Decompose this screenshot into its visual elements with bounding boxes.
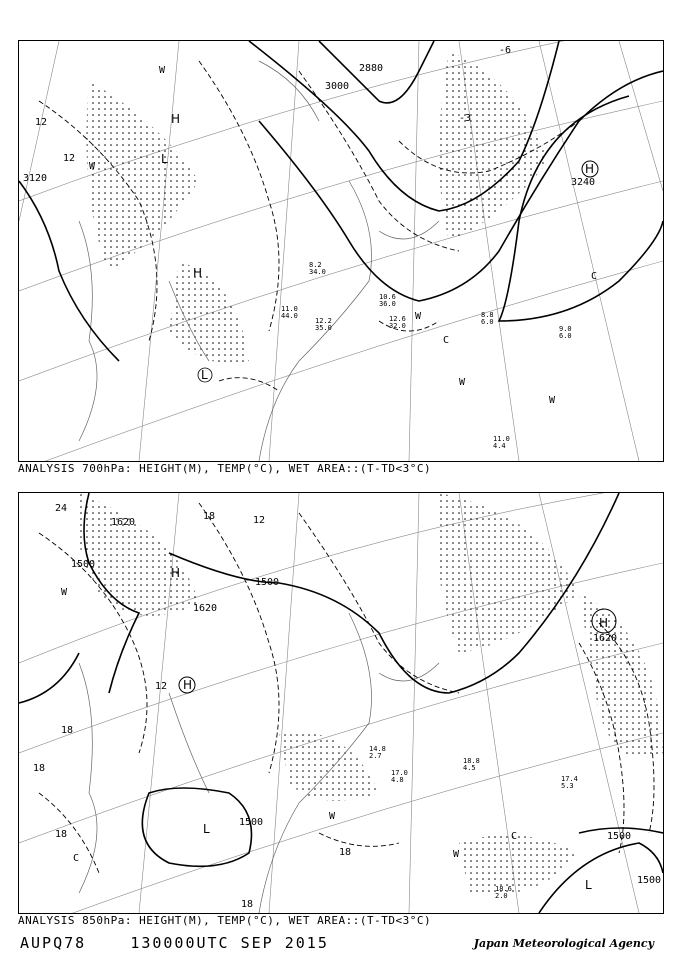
high-center-west: H bbox=[171, 566, 181, 580]
station-temp: 9.0 bbox=[559, 325, 572, 333]
high-center-central: H bbox=[183, 678, 193, 692]
station-dewpoint: 35.0 bbox=[315, 324, 332, 332]
station-plot bbox=[391, 769, 408, 784]
warm-marker: W bbox=[453, 849, 460, 860]
warm-marker: W bbox=[549, 395, 556, 406]
station-plot bbox=[315, 317, 332, 332]
wind-markers bbox=[61, 587, 517, 864]
station-plot bbox=[369, 745, 386, 760]
station-plot bbox=[495, 885, 512, 900]
station-temp: 10.6 bbox=[379, 293, 396, 301]
temp-label: 12 bbox=[63, 153, 76, 164]
map-850hpa bbox=[19, 493, 663, 913]
station-dewpoint: 5.3 bbox=[561, 782, 574, 790]
station-plot bbox=[281, 305, 298, 320]
station-temp: 17.4 bbox=[561, 775, 578, 783]
warm-marker: W bbox=[329, 811, 336, 822]
station-dewpoint: 44.0 bbox=[281, 312, 298, 320]
height-label: 3120 bbox=[23, 173, 48, 184]
cold-marker: C bbox=[591, 271, 598, 282]
station-plot bbox=[379, 293, 396, 308]
station-plot bbox=[309, 261, 326, 276]
station-temp: 8.8 bbox=[481, 311, 494, 319]
station-dewpoint: 4.5 bbox=[463, 764, 476, 772]
low-center-southeast: L bbox=[585, 878, 592, 892]
warm-marker: W bbox=[159, 65, 166, 76]
station-values bbox=[281, 261, 572, 450]
station-plot bbox=[389, 315, 406, 330]
low-center-north: L bbox=[161, 152, 168, 166]
map-700hpa bbox=[19, 41, 663, 461]
temp-label: 18 bbox=[33, 763, 46, 774]
valid-time: 130000UTC SEP 2015 bbox=[130, 934, 329, 952]
height-label: 1620 bbox=[111, 517, 136, 528]
map-panel-700hpa bbox=[18, 40, 664, 462]
warm-marker: W bbox=[415, 311, 422, 322]
height-label: 1500 bbox=[607, 831, 632, 842]
chart-identifier bbox=[20, 934, 329, 952]
product-id: AUPQ78 bbox=[20, 934, 87, 952]
low-center-south: L bbox=[203, 822, 210, 836]
height-label: 2880 bbox=[359, 63, 384, 74]
station-temp: 12.2 bbox=[315, 317, 332, 325]
low-center-south: L bbox=[201, 368, 208, 382]
station-temp: 14.8 bbox=[369, 745, 386, 753]
station-dewpoint: 6.0 bbox=[481, 318, 494, 326]
station-dewpoint: 4.8 bbox=[391, 776, 404, 784]
high-center-north: H bbox=[171, 112, 181, 126]
temp-label: 24 bbox=[55, 503, 68, 514]
height-label: 1620 bbox=[193, 603, 218, 614]
temp-label: 18 bbox=[61, 725, 74, 736]
station-temp: 12.6 bbox=[389, 315, 406, 323]
height-label: 3240 bbox=[571, 177, 596, 188]
station-dewpoint: 34.0 bbox=[309, 268, 326, 276]
station-dewpoint: 6.0 bbox=[559, 332, 572, 340]
warm-marker: W bbox=[89, 161, 96, 172]
high-center-east: H bbox=[599, 616, 609, 630]
height-label: 1500 bbox=[637, 875, 662, 886]
cold-marker: C bbox=[511, 831, 518, 842]
caption-700hpa: ANALYSIS 700hPa: HEIGHT(M), TEMP(°C), WET AREA::(T-TD<3°C) bbox=[18, 462, 432, 475]
temp-label: 18 bbox=[55, 829, 68, 840]
cold-marker: C bbox=[73, 853, 80, 864]
station-temp: 8.2 bbox=[309, 261, 322, 269]
station-temp: 17.0 bbox=[391, 769, 408, 777]
station-plot bbox=[493, 435, 510, 450]
height-label: 1500 bbox=[239, 817, 264, 828]
height-label: 3000 bbox=[325, 81, 350, 92]
temp-label: 18 bbox=[339, 847, 352, 858]
high-center-east: H bbox=[585, 162, 595, 176]
station-temp: 11.0 bbox=[493, 435, 510, 443]
caption-850hpa: ANALYSIS 850hPa: HEIGHT(M), TEMP(°C), WET AREA::(T-TD<3°C) bbox=[18, 914, 432, 927]
warm-marker: W bbox=[459, 377, 466, 388]
station-plot bbox=[463, 757, 480, 772]
station-dewpoint: 2.7 bbox=[369, 752, 382, 760]
coastline bbox=[79, 613, 439, 913]
station-dewpoint: 2.0 bbox=[495, 892, 508, 900]
station-dewpoint: 4.4 bbox=[493, 442, 506, 450]
cold-marker: C bbox=[443, 335, 450, 346]
temp-label: -3 bbox=[459, 113, 472, 124]
station-dewpoint: 32.0 bbox=[389, 322, 406, 330]
station-plot bbox=[481, 311, 494, 326]
height-label: 1620 bbox=[593, 633, 618, 644]
map-panel-850hpa bbox=[18, 492, 664, 914]
station-temp: 18.8 bbox=[463, 757, 480, 765]
high-center-central: H bbox=[193, 266, 203, 280]
station-plot bbox=[561, 775, 578, 790]
height-label: 1500 bbox=[71, 559, 96, 570]
station-dewpoint: 36.0 bbox=[379, 300, 396, 308]
temp-label: 12 bbox=[253, 515, 266, 526]
warm-marker: W bbox=[61, 587, 68, 598]
temp-label: 12 bbox=[35, 117, 48, 128]
height-label: 1500 bbox=[255, 577, 280, 588]
temp-label: -6 bbox=[499, 45, 512, 56]
station-temp: 18.6 bbox=[495, 885, 512, 893]
agency-name: Japan Meteorological Agency bbox=[473, 937, 654, 950]
temp-label: 18 bbox=[203, 511, 216, 522]
wet-area bbox=[77, 493, 664, 895]
temp-label: 18 bbox=[241, 899, 254, 910]
station-temp: 11.0 bbox=[281, 305, 298, 313]
temp-label: 12 bbox=[155, 681, 168, 692]
station-plot bbox=[559, 325, 572, 340]
